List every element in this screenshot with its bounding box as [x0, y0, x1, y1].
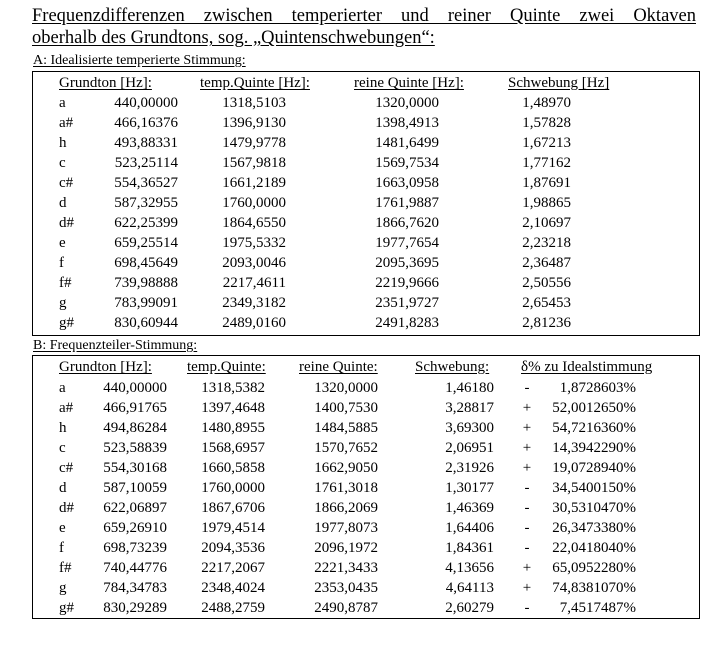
grundton-cell: 493,88331	[114, 135, 178, 151]
reine-quinte-cell: 2219,9666	[375, 275, 439, 291]
delta-percent-cell: 30,5310470%	[552, 500, 636, 516]
sign-cell: -	[524, 480, 530, 496]
temp-quinte-cell: 1975,5332	[222, 235, 286, 251]
schwebung-cell: 2,60279	[445, 600, 494, 616]
schwebung-cell: 3,28817	[445, 400, 494, 416]
delta-percent-cell: 65,0952280%	[552, 560, 636, 576]
temp-quinte-cell: 1661,2189	[222, 175, 286, 191]
grundton-cell: 523,58839	[103, 440, 167, 456]
delta-percent-cell: 34,5400150%	[552, 480, 636, 496]
note-cell: f#	[59, 560, 72, 576]
grundton-cell: 830,29289	[103, 600, 167, 616]
schwebung-cell: 1,87691	[522, 175, 571, 191]
note-cell: d#	[59, 500, 74, 516]
reine-quinte-cell: 2095,3695	[375, 255, 439, 271]
note-cell: e	[59, 520, 66, 536]
temp-quinte-cell: 1396,9130	[222, 115, 286, 131]
temp-quinte-cell: 1480,8955	[201, 420, 265, 436]
grundton-cell: 554,30168	[103, 460, 167, 476]
schwebung-cell: 1,77162	[522, 155, 571, 171]
header-temp-quinte: temp.Quinte:	[187, 359, 266, 375]
note-cell: g#	[59, 315, 74, 331]
temp-quinte-cell: 1760,0000	[222, 195, 286, 211]
reine-quinte-cell: 2491,8283	[375, 315, 439, 331]
reine-quinte-cell: 1570,7652	[314, 440, 378, 456]
grundton-cell: 440,00000	[103, 380, 167, 396]
reine-quinte-cell: 1484,5885	[314, 420, 378, 436]
schwebung-cell: 2,10697	[522, 215, 571, 231]
reine-quinte-cell: 2353,0435	[314, 580, 378, 596]
temp-quinte-cell: 1318,5382	[201, 380, 265, 396]
note-cell: g	[59, 295, 67, 311]
delta-percent-cell: 22,0418040%	[552, 540, 636, 556]
delta-percent-cell: 19,0728940%	[552, 460, 636, 476]
note-cell: h	[59, 135, 67, 151]
schwebung-cell: 2,36487	[522, 255, 571, 271]
schwebung-cell: 2,81236	[522, 315, 571, 331]
schwebung-cell: 1,46369	[445, 500, 494, 516]
schwebung-cell: 1,98865	[522, 195, 571, 211]
schwebung-cell: 1,48970	[522, 95, 571, 111]
grundton-cell: 659,26910	[103, 520, 167, 536]
temp-quinte-cell: 1979,4514	[201, 520, 265, 536]
delta-percent-cell: 74,8381070%	[552, 580, 636, 596]
note-cell: f#	[59, 275, 72, 291]
reine-quinte-cell: 1866,7620	[375, 215, 439, 231]
schwebung-cell: 3,69300	[445, 420, 494, 436]
temp-quinte-cell: 2217,4611	[222, 275, 286, 291]
grundton-cell: 622,25399	[114, 215, 178, 231]
sign-cell: +	[522, 440, 532, 456]
schwebung-cell: 4,13656	[445, 560, 494, 576]
header-reine-quinte: reine Quinte [Hz]:	[354, 75, 464, 91]
temp-quinte-cell: 2488,2759	[201, 600, 265, 616]
section-a-label: A: Idealisierte temperierte Stimmung:	[33, 53, 246, 68]
header-grundton: Grundton [Hz]:	[59, 75, 152, 91]
schwebung-cell: 1,64406	[445, 520, 494, 536]
reine-quinte-cell: 2096,1972	[314, 540, 378, 556]
temp-quinte-cell: 2349,3182	[222, 295, 286, 311]
section-b-table	[32, 355, 700, 619]
schwebung-cell: 1,46180	[445, 380, 494, 396]
reine-quinte-cell: 2351,9727	[375, 295, 439, 311]
note-cell: d	[59, 195, 67, 211]
temp-quinte-cell: 1318,5103	[222, 95, 286, 111]
sign-cell: -	[524, 540, 530, 556]
note-cell: g	[59, 580, 67, 596]
reine-quinte-cell: 1977,8073	[314, 520, 378, 536]
grundton-cell: 554,36527	[114, 175, 178, 191]
temp-quinte-cell: 1567,9818	[222, 155, 286, 171]
temp-quinte-cell: 2093,0046	[222, 255, 286, 271]
reine-quinte-cell: 1320,0000	[375, 95, 439, 111]
temp-quinte-cell: 1760,0000	[201, 480, 265, 496]
temp-quinte-cell: 1397,4648	[201, 400, 265, 416]
header-schwebung: Schwebung:	[415, 359, 490, 375]
header-reine-quinte: reine Quinte:	[299, 359, 378, 375]
delta-percent-cell: 1,8728603%	[559, 380, 636, 396]
note-cell: c#	[59, 175, 74, 191]
section-a-table	[32, 71, 700, 336]
note-cell: f	[59, 255, 64, 271]
schwebung-cell: 2,65453	[522, 295, 571, 311]
reine-quinte-cell: 2490,8787	[314, 600, 378, 616]
schwebung-cell: 1,67213	[522, 135, 571, 151]
note-cell: a	[59, 380, 66, 396]
grundton-cell: 783,99091	[114, 295, 178, 311]
header-delta-percent: δ% zu Idealstimmung	[521, 359, 653, 375]
delta-percent-cell: 14,3942290%	[552, 440, 636, 456]
reine-quinte-cell: 1481,6499	[375, 135, 439, 151]
schwebung-cell: 1,30177	[445, 480, 494, 496]
grundton-cell: 659,25514	[114, 235, 178, 251]
page-title-line-1: Frequenzdifferenzen zwischen temperierter und reiner Quinte zwei Oktaven	[32, 6, 696, 26]
header-schwebung: Schwebung [Hz]	[508, 75, 610, 91]
note-cell: a	[59, 95, 66, 111]
sign-cell: +	[522, 420, 532, 436]
sign-cell: -	[524, 380, 530, 396]
note-cell: c#	[59, 460, 74, 476]
sign-cell: +	[522, 460, 532, 476]
header-temp-quinte: temp.Quinte [Hz]:	[200, 75, 310, 91]
delta-percent-cell: 26,3473380%	[552, 520, 636, 536]
reine-quinte-cell: 1400,7530	[314, 400, 378, 416]
temp-quinte-cell: 1479,9778	[222, 135, 286, 151]
reine-quinte-cell: 1662,9050	[314, 460, 378, 476]
reine-quinte-cell: 1977,7654	[375, 235, 439, 251]
reine-quinte-cell: 1761,9887	[375, 195, 439, 211]
reine-quinte-cell: 2221,3433	[314, 560, 378, 576]
reine-quinte-cell: 1866,2069	[314, 500, 378, 516]
grundton-cell: 587,32955	[114, 195, 178, 211]
reine-quinte-cell: 1398,4913	[375, 115, 439, 131]
reine-quinte-cell: 1761,3018	[314, 480, 378, 496]
delta-percent-cell: 52,0012650%	[552, 400, 636, 416]
grundton-cell: 466,91765	[103, 400, 167, 416]
grundton-cell: 587,10059	[103, 480, 167, 496]
grundton-cell: 739,98888	[114, 275, 178, 291]
delta-percent-cell: 54,7216360%	[552, 420, 636, 436]
grundton-cell: 622,06897	[103, 500, 167, 516]
grundton-cell: 440,00000	[114, 95, 178, 111]
grundton-cell: 698,73239	[103, 540, 167, 556]
grundton-cell: 494,86284	[103, 420, 167, 436]
sign-cell: -	[524, 520, 530, 536]
temp-quinte-cell: 1660,5858	[201, 460, 265, 476]
grundton-cell: 830,60944	[114, 315, 178, 331]
temp-quinte-cell: 1568,6957	[201, 440, 265, 456]
note-cell: e	[59, 235, 66, 251]
reine-quinte-cell: 1663,0958	[375, 175, 439, 191]
note-cell: f	[59, 540, 64, 556]
sign-cell: -	[524, 600, 530, 616]
delta-percent-cell: 7,4517487%	[559, 600, 636, 616]
grundton-cell: 740,44776	[103, 560, 167, 576]
sign-cell: +	[522, 580, 532, 596]
schwebung-cell: 2,31926	[445, 460, 494, 476]
sign-cell: +	[522, 400, 532, 416]
schwebung-cell: 1,84361	[445, 540, 494, 556]
schwebung-cell: 2,06951	[445, 440, 494, 456]
section-b-label: B: Frequenzteiler-Stimmung:	[33, 338, 198, 353]
temp-quinte-cell: 2094,3536	[201, 540, 265, 556]
schwebung-cell: 2,23218	[522, 235, 571, 251]
note-cell: h	[59, 420, 67, 436]
reine-quinte-cell: 1569,7534	[375, 155, 439, 171]
grundton-cell: 698,45649	[114, 255, 178, 271]
sign-cell: -	[524, 500, 530, 516]
note-cell: d	[59, 480, 67, 496]
note-cell: g#	[59, 600, 74, 616]
temp-quinte-cell: 2348,4024	[201, 580, 265, 596]
temp-quinte-cell: 2217,2067	[201, 560, 265, 576]
note-cell: c	[59, 440, 66, 456]
note-cell: a#	[59, 400, 74, 416]
note-cell: c	[59, 155, 66, 171]
note-cell: a#	[59, 115, 74, 131]
header-grundton: Grundton [Hz]:	[59, 359, 152, 375]
page-title-line-2: oberhalb des Grundtons, sog. „Quintenschwebungen“:	[32, 28, 435, 48]
temp-quinte-cell: 1864,6550	[222, 215, 286, 231]
sign-cell: +	[522, 560, 532, 576]
grundton-cell: 784,34783	[103, 580, 167, 596]
grundton-cell: 466,16376	[114, 115, 178, 131]
temp-quinte-cell: 2489,0160	[222, 315, 286, 331]
reine-quinte-cell: 1320,0000	[314, 380, 378, 396]
temp-quinte-cell: 1867,6706	[201, 500, 265, 516]
schwebung-cell: 2,50556	[522, 275, 571, 291]
schwebung-cell: 1,57828	[522, 115, 571, 131]
grundton-cell: 523,25114	[114, 155, 178, 171]
note-cell: d#	[59, 215, 74, 231]
schwebung-cell: 4,64113	[445, 580, 494, 596]
